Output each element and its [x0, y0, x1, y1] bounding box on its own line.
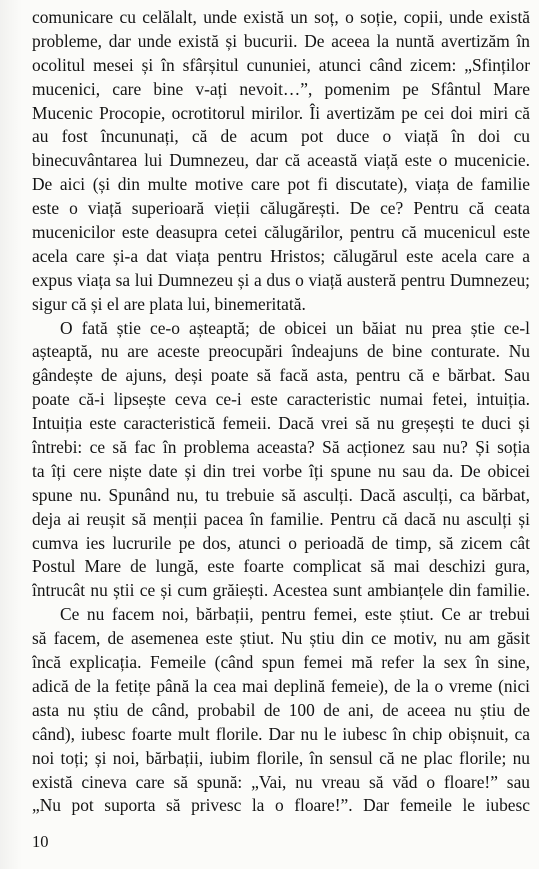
text-line: gândește de ajuns, deși poate să facă asta, pentru că e bărbat. Sau: [32, 365, 530, 386]
text-line: expus viața sa lui Dumnezeu și a dus o viață austeră pentru Dumnezeu;: [32, 269, 530, 290]
text-line: întrucât nu știi ce și cum grăiești. Acestea sunt ambianțele din familie.: [32, 580, 530, 601]
text-line: Ce nu facem noi, bărbații, pentru femei, este știut. Ce ar trebui: [60, 604, 530, 625]
page-number: 10: [32, 832, 49, 851]
text-line: mucenicilor este deasupra cetei călugărilor, pentru că mucenicul este: [32, 222, 530, 243]
text-line: De aici (și din multe motive care pot fi discutate), viața de familie: [32, 174, 530, 195]
page-gutter-shadow: [0, 0, 22, 869]
text-line: O fată știe ce-o așteaptă; de obicei un băiat nu prea știe ce-l: [60, 317, 530, 338]
text-line: au fost încununați, că de acum pot duce o viață în doi cu: [32, 126, 530, 147]
text-line: binecuvântarea lui Dumnezeu, dar că această viață este o mucenicie.: [32, 150, 530, 171]
text-line: Postul Mare de lungă, este foarte complicat să mai deschizi gura,: [32, 556, 530, 577]
text-line: când), iubesc foarte mult florile. Dar nu le iubesc în chip obișnuit, ca: [32, 723, 530, 744]
paragraph-2: [32, 317, 530, 604]
text-line: cumva ies lucrurile pe dos, atunci o perioadă de timp, să zicem cât: [32, 532, 530, 553]
text-line: comunicare cu celălalt, unde există un soț, o soție, copii, unde există: [32, 7, 530, 27]
text-line: „Nu pot suporta să privesc la o floare!”. Dar femeile le iubesc: [32, 795, 530, 816]
text-line: mucenici, care bine v-ați nevoit…”, pomenim pe Sfântul Mare: [32, 78, 530, 99]
text-line: ocolitul mesei și în sfârșitul cununiei, atunci când zicem: „Sfinților: [32, 54, 530, 75]
text-line: este o viață superioară vieții călugărești. De ce? Pentru că ceata: [32, 198, 530, 219]
text-line: există cineva care să spună: „Vai, nu vreau să văd o floare!” sau: [32, 771, 530, 792]
text-line: să facem, de asemenea este știut. Nu știu din ce motiv, nu am găsit: [32, 628, 530, 649]
body-text: [32, 6, 530, 818]
text-line: probleme, dar unde există și bucurii. De aceea la nuntă avertizăm în: [32, 30, 530, 51]
paragraph-1: [32, 6, 530, 317]
text-line: poate că-i lipsește ceva ce-i este caracteristic numai fetei, intuiția.: [32, 389, 530, 410]
text-line: adică de la fetițe până la cea mai deplină femeie), de la o vreme (nici: [32, 675, 530, 696]
text-line: așteaptă, nu are aceste preocupări îndeajuns de bine conturate. Nu: [32, 341, 530, 362]
text-line: Intuiția este caracteristică femeii. Dacă vrei să nu greșești te duci și: [32, 413, 530, 434]
text-line: ta îți cere niște date și din trei vorbe îți spune nu sau da. De obicei: [32, 460, 530, 481]
text-line: noi toți; și noi, bărbații, iubim florile, în sensul că ne plac florile; nu: [32, 747, 530, 768]
text-line: asta nu știu de când, probabil de 100 de ani, de aceea nu știu de: [32, 699, 530, 720]
paragraph-3: [32, 603, 530, 818]
text-line: Mucenic Procopie, ocrotitorul mirilor. Îi avertizăm pe cei doi miri că: [32, 102, 530, 123]
text-line: întrebi: ce să fac în problema aceasta? Să acționez sau nu? Și soția: [32, 437, 530, 458]
text-line: deja ai reușit să menții pacea în familie. Pentru că dacă nu asculți și: [32, 508, 530, 529]
text-line: spune nu. Spunând nu, tu trebuie să asculți. Dacă asculți, ca bărbat,: [32, 484, 530, 505]
text-line: sigur că și el are plata lui, binemeritată.: [32, 293, 306, 314]
text-line: acela care și-a dat viața pentru Hristos; călugărul este acela care a: [32, 245, 530, 266]
text-line: încă explicația. Femeile (când spun femei mă refer la sex în sine,: [32, 652, 530, 673]
